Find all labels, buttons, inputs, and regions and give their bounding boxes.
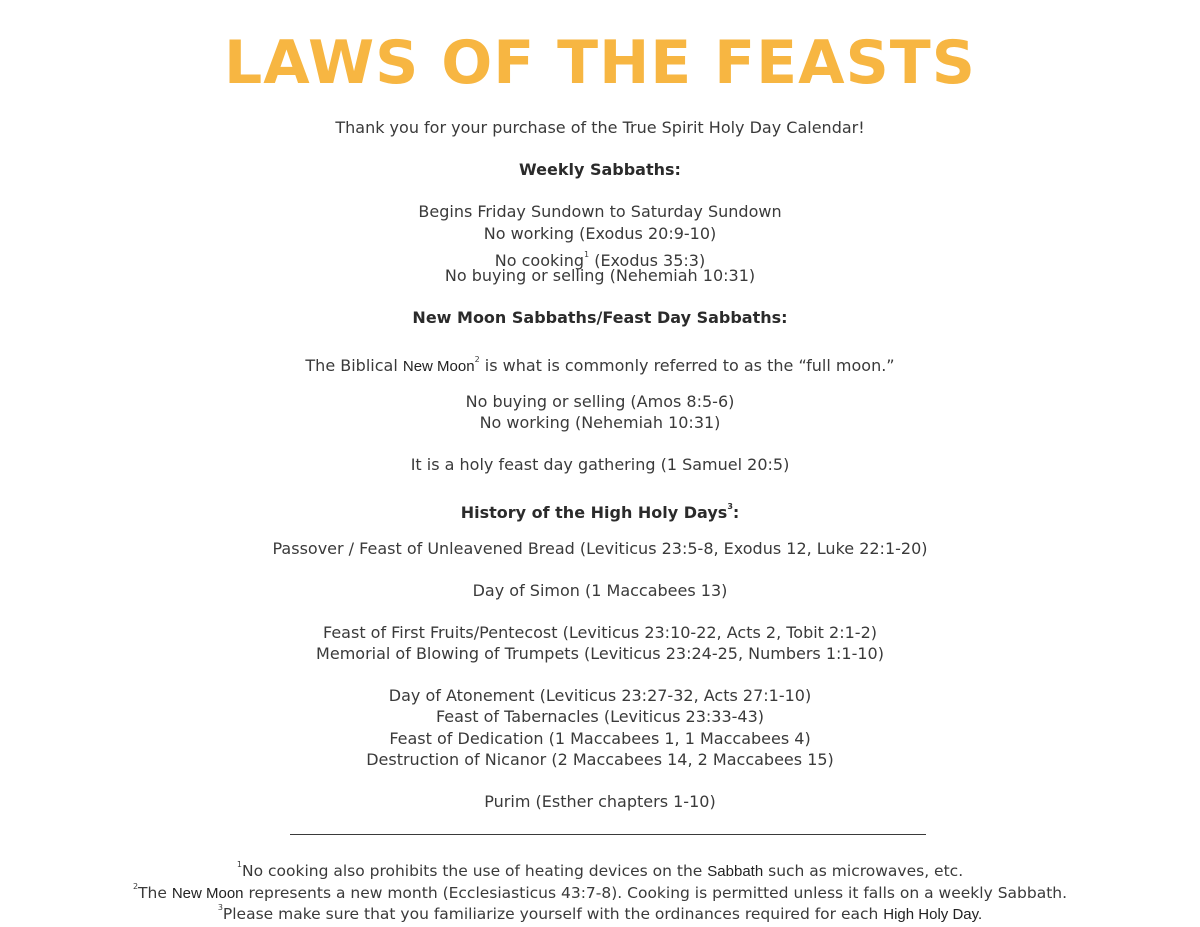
- new-moon-heading: New Moon Sabbaths/Feast Day Sabbaths:: [412, 308, 788, 327]
- footnote-ref-2: 2: [474, 355, 480, 364]
- footnote-divider: [290, 834, 926, 835]
- footnote-1-a: No cooking also prohibits the use of heating devices on the: [241, 862, 703, 880]
- footnote-3: [0, 897, 1200, 925]
- footnote-1-term: Sabbath: [707, 863, 764, 880]
- weekly-line-3-text: No cooking: [494, 251, 585, 270]
- footnote-3-a: Please make sure that you familiarize yourself with the ordinances required for each: [222, 905, 879, 923]
- history-item: Purim (Esther chapters 1-10): [484, 792, 716, 811]
- new-moon-line-1-b: is what is commonly referred to as the “full moon.”: [484, 356, 895, 375]
- footnote-3-term: High Holy Day.: [883, 906, 983, 923]
- footnote-2-marker: 2: [132, 882, 139, 891]
- new-moon-line-1: [0, 349, 1200, 377]
- footnote-1-b: such as microwaves, etc.: [768, 862, 964, 880]
- history-item: Feast of Tabernacles (Leviticus 23:33-43): [435, 707, 765, 726]
- history-item: Day of Atonement (Leviticus 23:27-32, Acts 27:1-10): [388, 686, 812, 705]
- history-item: Destruction of Nicanor (2 Maccabees 14, 2 Maccabees 15): [366, 750, 834, 769]
- page-title: LAWS OF THE FEASTS: [224, 28, 976, 98]
- new-moon-line-4: It is a holy feast day gathering (1 Samuel 20:5): [410, 455, 790, 474]
- new-moon-line-2: No buying or selling (Amos 8:5-6): [465, 392, 735, 411]
- history-item: Feast of Dedication (1 Maccabees 1, 1 Maccabees 4): [389, 729, 811, 748]
- new-moon-line-1-a: The Biblical: [305, 356, 398, 375]
- footnote-2-b: represents a new month (Ecclesiasticus 43:7-8). Cooking is permitted unless it falls on a weekly Sabbath.: [248, 884, 1068, 902]
- history-item: Day of Simon (1 Maccabees 13): [472, 581, 728, 600]
- history-item: Passover / Feast of Unleavened Bread (Leviticus 23:5-8, Exodus 12, Luke 22:1-20): [272, 539, 928, 558]
- history-item: Feast of First Fruits/Pentecost (Leviticus 23:10-22, Acts 2, Tobit 2:1-2): [323, 623, 877, 642]
- weekly-line-4: No buying or selling (Nehemiah 10:31): [444, 266, 756, 285]
- weekly-line-3-ref: (Exodus 35:3): [594, 251, 706, 270]
- footnote-2-a: The: [138, 884, 167, 902]
- footnote-2-term: New Moon: [171, 885, 244, 902]
- weekly-line-2: No working (Exodus 20:9-10): [483, 224, 717, 243]
- footnote-1-marker: 1: [236, 860, 242, 869]
- history-heading-text: History of the High Holy Days: [460, 503, 728, 522]
- history-item: Memorial of Blowing of Trumpets (Leviticus 23:24-25, Numbers 1:1-10): [316, 644, 884, 663]
- new-moon-line-3: No working (Nehemiah 10:31): [479, 413, 721, 432]
- intro-text: Thank you for your purchase of the True Spirit Holy Day Calendar!: [335, 118, 865, 137]
- history-heading-colon: :: [732, 503, 740, 522]
- weekly-line-1: Begins Friday Sundown to Saturday Sundown: [418, 202, 782, 221]
- footnote-3-marker: 3: [217, 903, 223, 912]
- weekly-sabbaths-heading: Weekly Sabbaths:: [519, 160, 681, 179]
- footnote-ref-1: 1: [584, 250, 590, 259]
- history-heading: [0, 496, 1200, 523]
- footnote-ref-3: 3: [727, 502, 733, 511]
- new-moon-term: New Moon: [402, 358, 475, 375]
